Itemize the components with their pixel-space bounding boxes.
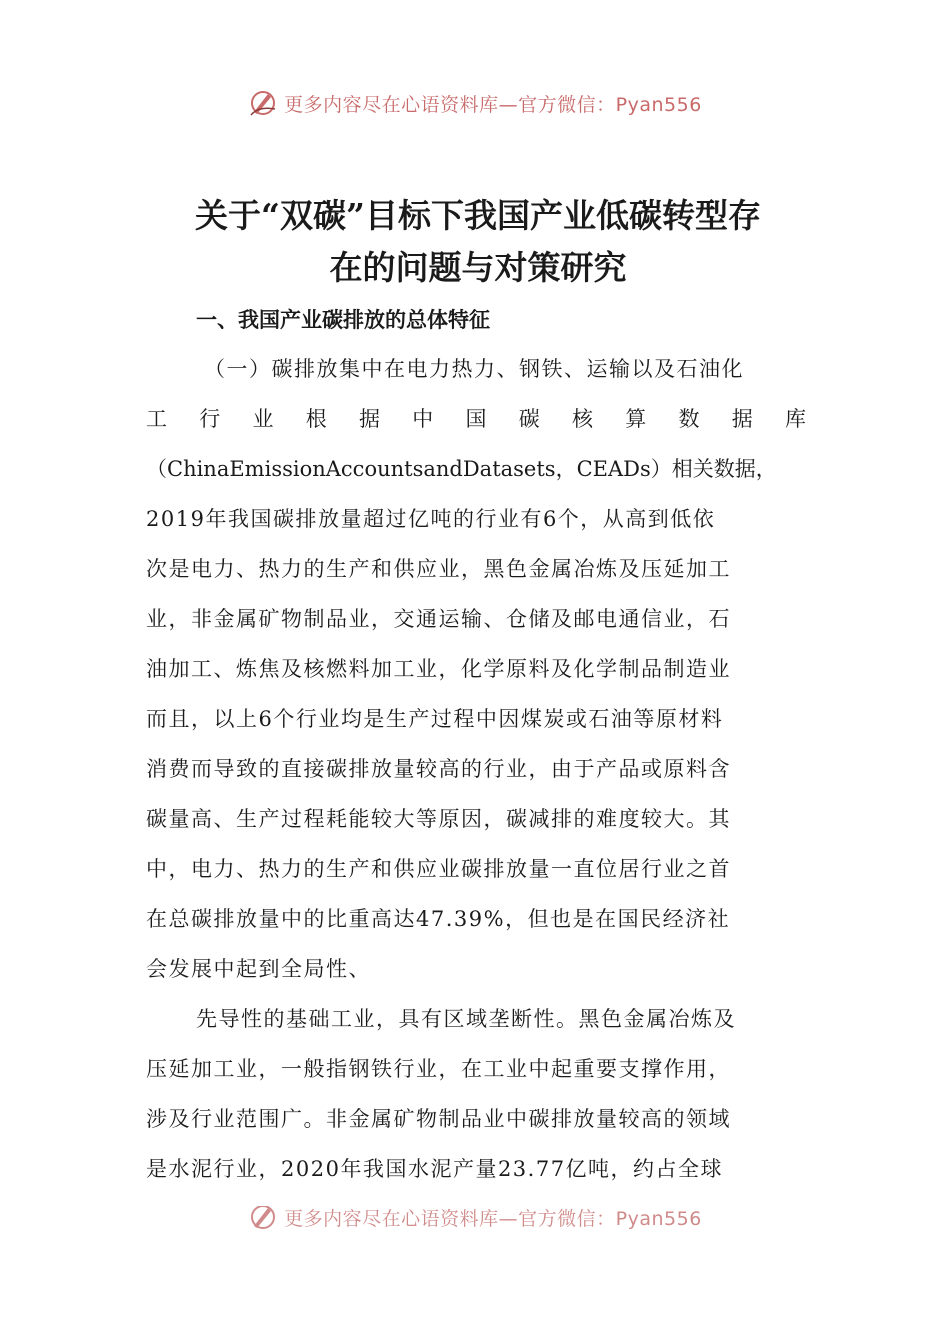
text-char: 据 [359, 407, 380, 431]
text-line: 碳量高、生产过程耗能较大等原因，碳减排的难度较大。其 [146, 807, 731, 831]
title-line-2: 在的问题与对策研究 [329, 248, 627, 287]
document-title [148, 190, 808, 294]
watermark-footer [0, 1206, 950, 1240]
text-char: 行 [199, 407, 221, 431]
pen-logo-icon [248, 1206, 278, 1232]
text-line: 而且，以上6个行业均是生产过程中因煤炭或石油等原材料 [146, 707, 724, 731]
text-line: 次是电力、热力的生产和供应业，黑色金属冶炼及压延加工 [146, 557, 731, 581]
text-line: 中，电力、热力的生产和供应业碳排放量一直位居行业之首 [146, 857, 731, 881]
paragraph-2 [146, 994, 806, 1194]
pen-logo-icon [248, 88, 278, 118]
text-line: 2019年我国碳排放量超过亿吨的行业有6个，从高到低依 [146, 507, 716, 531]
text-line: 油加工、炼焦及核燃料加工业，化学原料及化学制品制造业 [146, 657, 731, 681]
text-char: 核 [572, 407, 593, 431]
text-line: 涉及行业范围广。非金属矿物制品业中碳排放量较高的领域 [146, 1107, 731, 1131]
text-line: 先导性的基础工业，具有区域垄断性。黑色金属冶炼及 [196, 1007, 736, 1031]
text-line: （ChinaEmissionAccountsandDatasets，CEADs）相关数据， [146, 457, 777, 481]
watermark-text: 更多内容尽在心语资料库—官方微信：Pyan556 [284, 1207, 702, 1230]
text-line: 是水泥行业，2020年我国水泥产量23.77亿吨，约占全球 [146, 1157, 724, 1181]
text-char: 业 [252, 407, 274, 431]
text-line: 会发展中起到全局性、 [146, 957, 371, 981]
text-char: 库 [785, 407, 806, 431]
text-char: 工 [146, 407, 167, 431]
paragraph-1 [146, 344, 806, 994]
watermark-header [0, 86, 950, 120]
text-line: 压延加工业，一般指钢铁行业，在工业中起重要支撑作用， [146, 1057, 731, 1081]
section-heading: 一、我国产业碳排放的总体特征 [196, 308, 490, 332]
text-line: （一）碳排放集中在电力热力、钢铁、运输以及石油化 [204, 357, 744, 381]
text-line: 业，非金属矿物制品业，交通运输、仓储及邮电通信业，石 [146, 607, 731, 631]
text-line: 在总碳排放量中的比重高达47.39%，但也是在国民经济社 [146, 907, 731, 931]
text-char: 碳 [518, 407, 540, 431]
text-char: 算 [625, 407, 647, 431]
watermark-text: 更多内容尽在心语资料库—官方微信：Pyan556 [284, 93, 702, 116]
text-char: 国 [465, 407, 487, 431]
text-char: 数 [678, 407, 700, 431]
text-char: 中 [412, 407, 434, 431]
text-char: 据 [731, 407, 753, 431]
body-text [146, 344, 806, 1194]
text-line-spread [146, 394, 806, 444]
text-char: 根 [305, 407, 327, 431]
text-line: 消费而导致的直接碳排放量较高的行业，由于产品或原料含 [146, 757, 731, 781]
title-line-1: 关于“双碳”目标下我国产业低碳转型存 [195, 196, 761, 235]
